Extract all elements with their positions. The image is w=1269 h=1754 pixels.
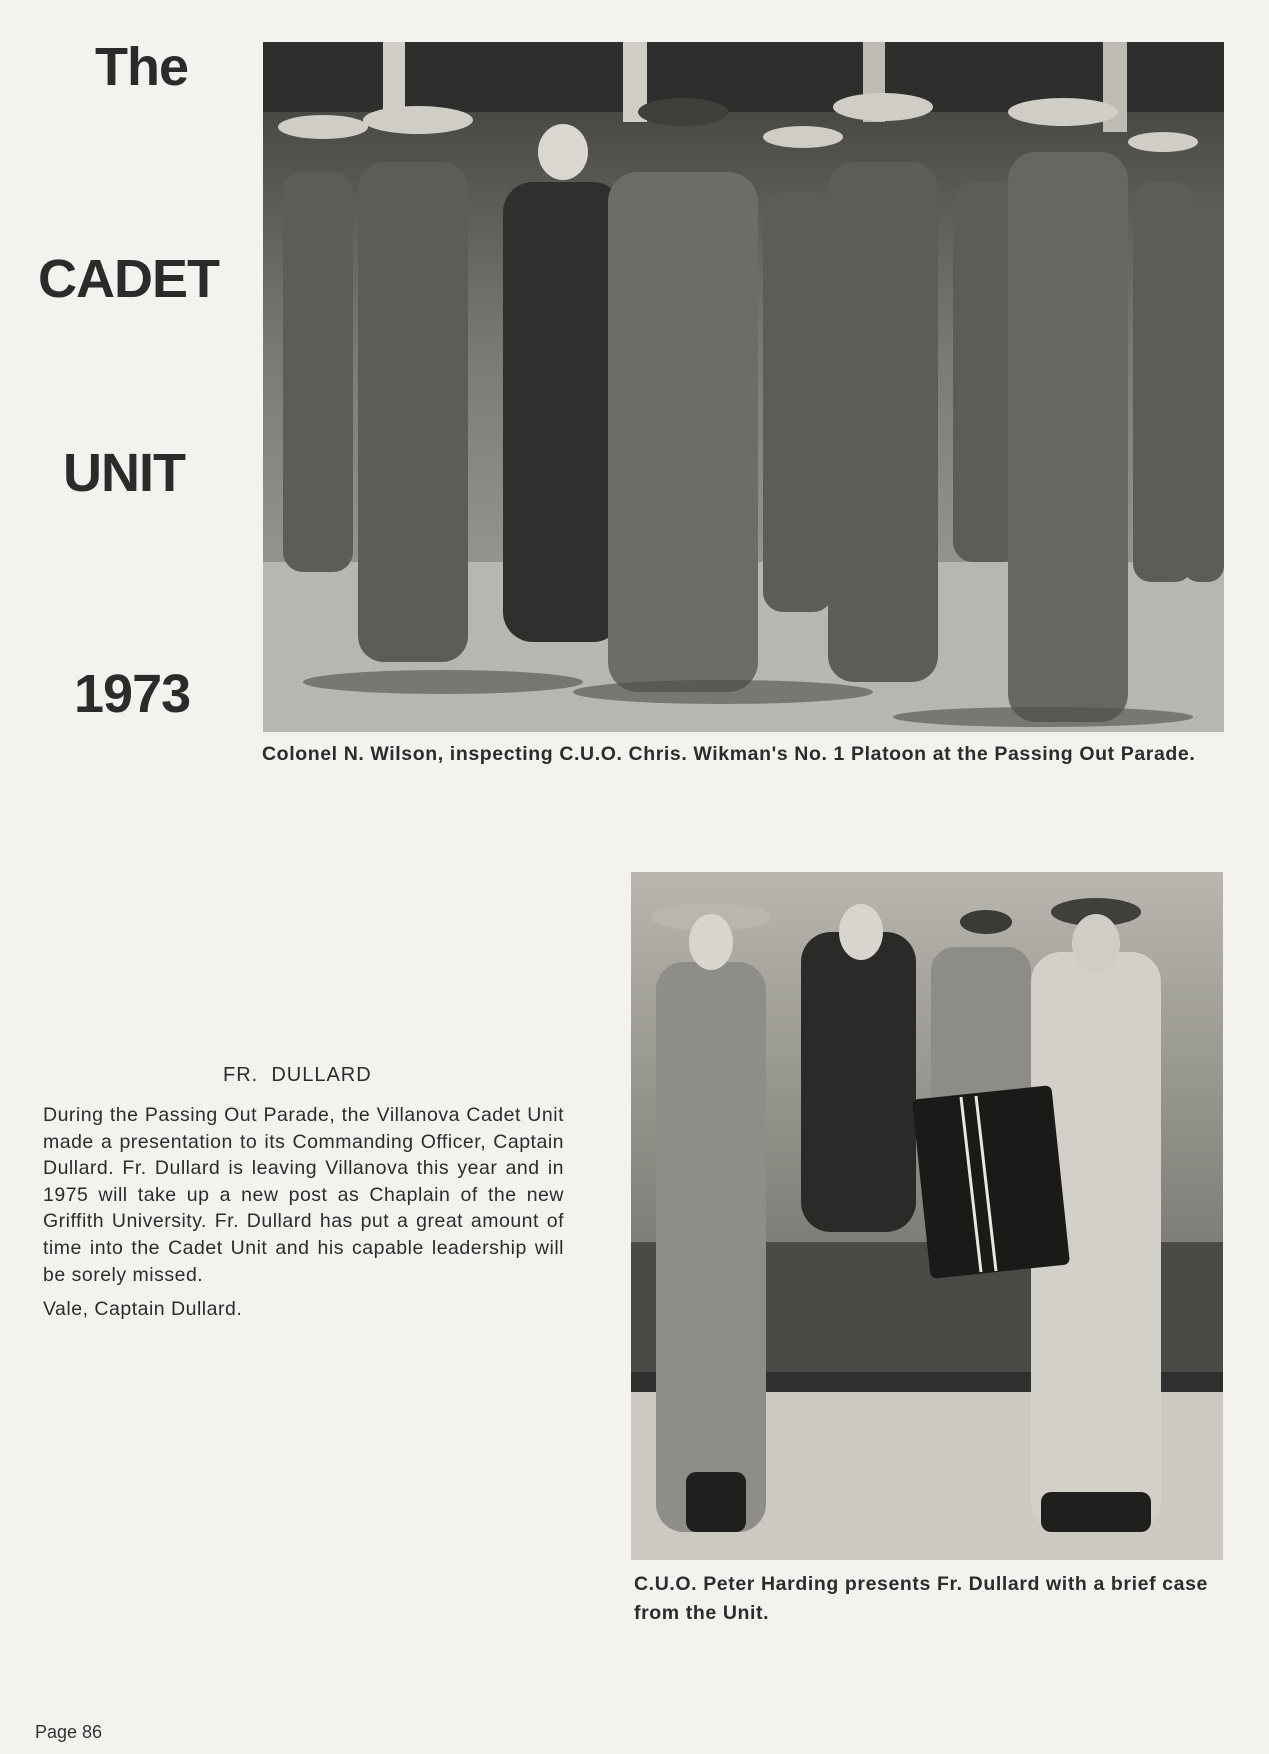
page-number: Page 86	[35, 1722, 103, 1742]
title-word-unit: UNIT	[63, 443, 185, 503]
top-photo-caption: Colonel N. Wilson, inspecting C.U.O. Chris. Wikman's No. 1 Platoon at the Passing Out Parade.	[262, 743, 1196, 765]
article-closing-line: Vale, Captain Dullard.	[43, 1298, 243, 1321]
article-heading: FR. DULLARD	[223, 1064, 372, 1086]
photo-brief-case-presentation	[631, 872, 1223, 1560]
title-word-cadet: CADET	[38, 249, 219, 309]
title-word-year: 1973	[74, 664, 191, 724]
bottom-photo-caption: C.U.O. Peter Harding presents Fr. Dullard with a brief case from the Unit.	[634, 1573, 1208, 1624]
presentation-image	[631, 872, 1223, 1560]
article-paragraph: During the Passing Out Parade, the Villanova Cadet Unit made a presentation to its Commanding Officer, Captain Dullard. Fr. Dullard is leaving Villanova this year and in 1975 will take up a new post as Chaplain of the new Griffith University. Fr. Dullard has put a great amount of time into the Cadet Unit and his capable leadership will be sorely missed.	[43, 1104, 564, 1286]
title-word-the: The	[95, 37, 189, 97]
photo-parade-inspection	[263, 42, 1224, 732]
parade-inspection-image	[263, 42, 1224, 732]
article-body	[43, 1102, 564, 1331]
